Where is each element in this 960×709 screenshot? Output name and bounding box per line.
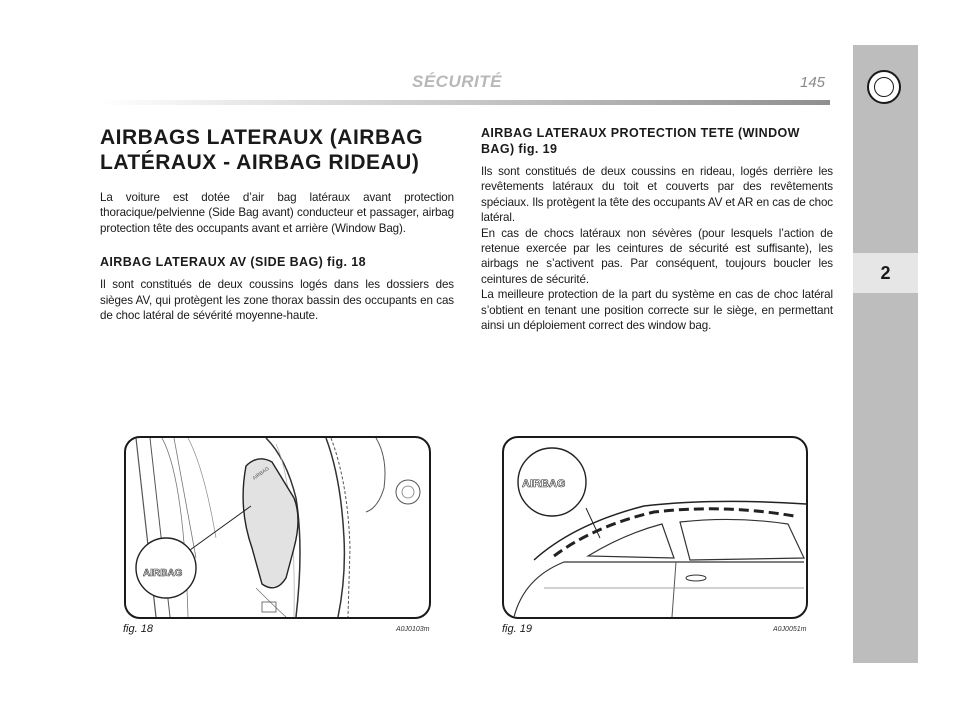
figure-18-code: A0J0103m	[396, 626, 430, 633]
seat-airbag-tag: AIRBAG	[251, 465, 271, 482]
seat-side-airbag-illustration	[126, 438, 429, 617]
window-bag-paragraph-2: En cas de chocs latéraux non sévères (pour lesquels l’action de retenue exercée par les ceintures de sécurité est suffisante), les airbags ne s’activent pas. Par conséquent, toujours boucler les ceintures de sécurité.	[481, 226, 833, 286]
logo-inner-ring	[874, 77, 894, 97]
main-heading: AIRBAGS LATERAUX (AIRBAG LATÉRAUX - AIRBAG RIDEAU)	[100, 126, 424, 174]
left-column	[100, 125, 454, 323]
figure-19	[502, 436, 808, 619]
figure-19-code: A0J0051m	[773, 626, 807, 633]
intro-paragraph: La voiture est dotée d’air bag latéraux avant protection thoracique/pelvienne (Side Bag avant) conducteur et passager, airbag protection tête des occupants avant et arrière (Window Bag).	[100, 191, 454, 235]
fig19-airbag-label: AIRBAG	[522, 478, 566, 490]
alfa-romeo-logo-icon	[867, 70, 901, 104]
section-title: SÉCURITÉ	[412, 72, 502, 91]
window-bag-subheading: AIRBAG LATERAUX PROTECTION TETE (WINDOW BAG) fig. 19	[481, 126, 800, 156]
figure-18-caption: fig. 18	[123, 623, 153, 635]
fig18-airbag-label: AIRBAG	[143, 568, 183, 579]
chapter-tab	[853, 45, 918, 663]
right-column	[481, 125, 833, 333]
side-bag-paragraph: Il sont constitués de deux coussins logés dans les dossiers des sièges AV, qui protègent les zone thorax bassin des occupants en cas de choc latéral de sévérité moyenne-haute.	[100, 278, 454, 323]
figure-19-caption: fig. 19	[502, 623, 532, 635]
header-rule	[100, 100, 830, 105]
side-bag-subheading: AIRBAG LATERAUX AV (SIDE BAG) fig. 18	[100, 255, 366, 270]
chapter-number: 2	[880, 263, 891, 283]
window-bag-paragraph-1: Ils sont constitués de deux coussins en rideau, logés derrière les revêtements latéraux du toit et couverts par des revêtements spéciaux. Ils protègent la tête des occupants AV et AR en cas de choc latéral.	[481, 165, 833, 225]
window-bag-paragraph-3: La meilleure protection de la part du système en cas de choc latéral s’obtient en tenant une position correcte sur le siège, en permettant ainsi un déploiement correct des window bag.	[481, 288, 833, 333]
figure-18	[124, 436, 431, 619]
car-window-bag-illustration	[504, 438, 806, 617]
page-number: 145	[800, 74, 826, 91]
